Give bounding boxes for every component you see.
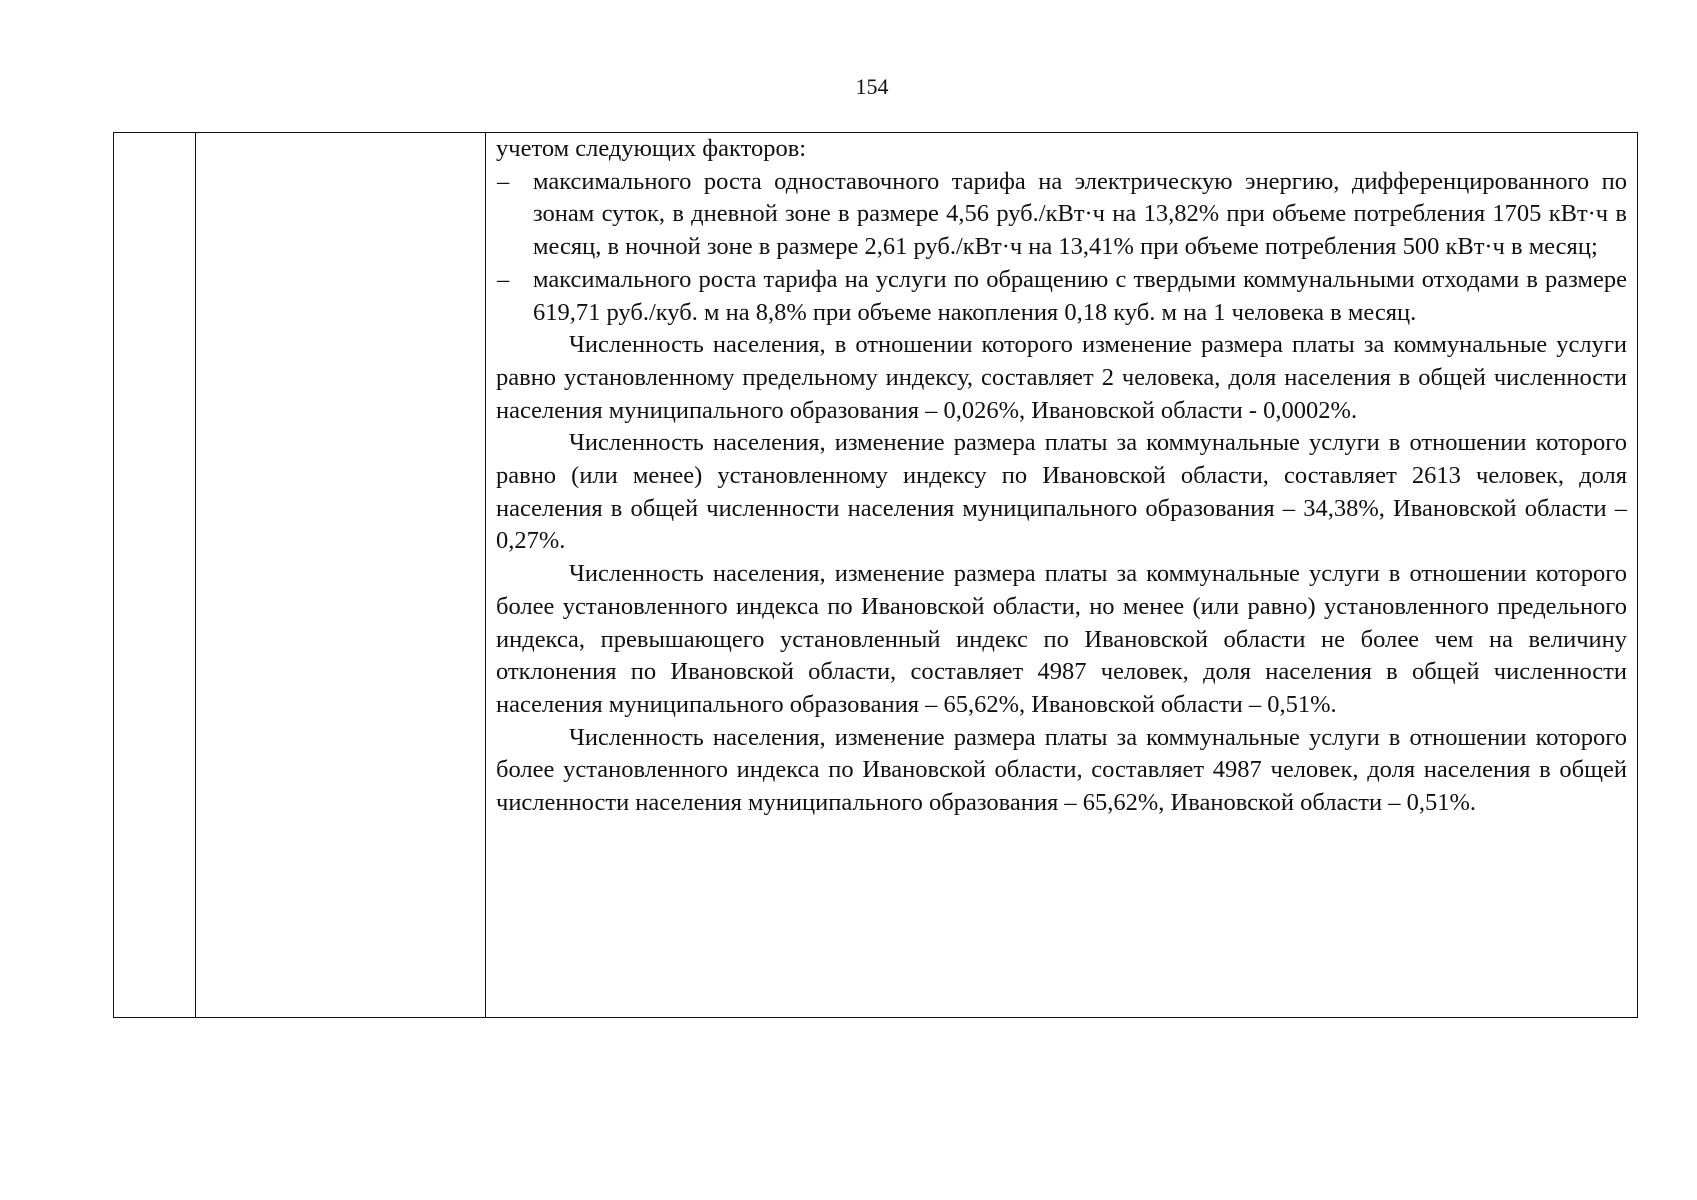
- bullet-marker: –: [497, 265, 510, 293]
- paragraph: Численность населения, в отношении которого изменение размера платы за коммунальные услуги равно установленному предельному индексу, составляет 2 человека, доля населения в общей численности населения муниципального образования – 0,026%, Ивановской области - 0,0002%.: [496, 331, 1627, 424]
- bullet-marker: –: [497, 167, 510, 195]
- bullet-text: максимального роста одноставочного тарифа на электрическую энергию, дифференцированного по зонам суток, в дневной зоне в размере 4,56 руб./кВт·ч на 13,82% при объеме потребления 1705 кВт·ч в месяц, в ночной зоне в размере 2,61 руб./кВт·ч на 13,41% при объеме потребления 500 кВт·ч в месяц;: [533, 167, 1627, 261]
- bullet-item: [496, 166, 1627, 264]
- table-cell-name: [196, 133, 486, 1018]
- table-cell-content: [486, 133, 1638, 1018]
- page-number: 154: [855, 74, 889, 99]
- paragraph: Численность населения, изменение размера платы за коммунальные услуги в отношении которого более установленного индекса по Ивановской области, составляет 4987 человек, доля населения в общей численности населения муниципального образования – 65,62%, Ивановской области – 0,51%.: [496, 723, 1627, 817]
- bullet-item: [496, 264, 1627, 329]
- table-row: [114, 133, 1638, 1018]
- paragraph: Численность населения, изменение размера платы за коммунальные услуги в отношении которого равно (или менее) установленному индексу по Ивановской области, составляет 2613 человек, доля населения в общей численности населения муниципального образования – 34,38%, Ивановской области – 0,27%.: [496, 429, 1627, 555]
- document-table: [113, 132, 1638, 1018]
- paragraph: Численность населения, изменение размера платы за коммунальные услуги в отношении которого более установленного индекса по Ивановской области, но менее (или равно) установленного предельного индекса, превышающего установленный индекс по Ивановской области не более чем на величину отклонения по Ивановской области, составляет 4987 человек, доля населения в общей численности населения муниципального образования – 65,62%, Ивановской области – 0,51%.: [496, 560, 1627, 718]
- intro-text: учетом следующих факторов:: [496, 135, 807, 162]
- table-cell-number: [114, 133, 196, 1018]
- bullet-text: максимального роста тарифа на услуги по обращению с твердыми коммунальными отходами в размере 619,71 руб./куб. м на 8,8% при объеме накопления 0,18 куб. м на 1 человека в месяц.: [533, 265, 1627, 326]
